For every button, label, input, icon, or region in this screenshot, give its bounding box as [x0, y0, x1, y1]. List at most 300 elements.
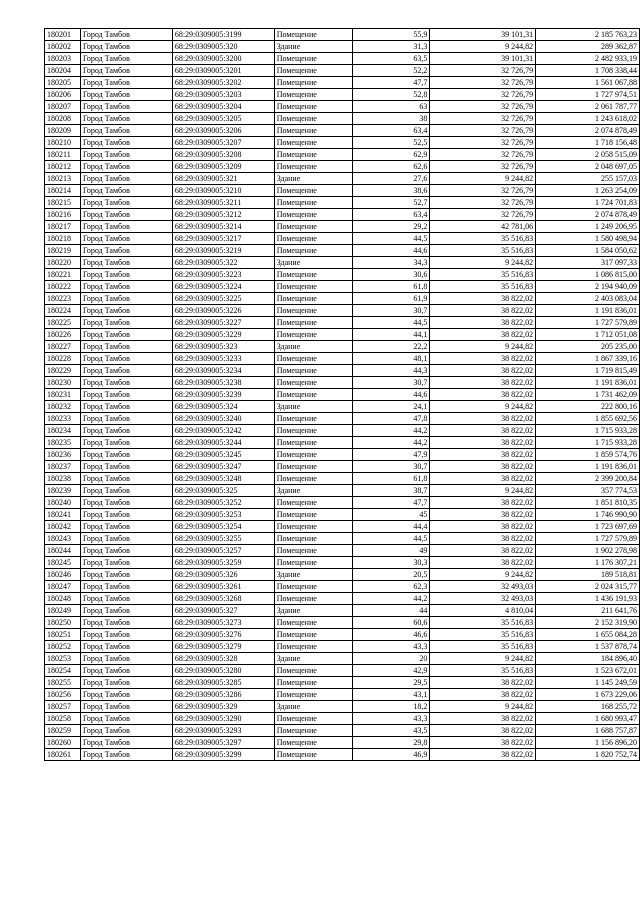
unit-value-cell: 38 822,02: [430, 749, 536, 761]
unit-value-cell: 35 516,83: [430, 269, 536, 281]
table-row: [45, 689, 640, 701]
area-cell: 44,5: [352, 317, 430, 329]
row-number-cell: 180250: [45, 617, 81, 629]
cadastral-number-cell: 68:29:0309005:3252: [172, 497, 274, 509]
area-cell: 49: [352, 545, 430, 557]
locality-cell: Город Тамбов: [80, 425, 172, 437]
unit-value-cell: 35 516,83: [430, 617, 536, 629]
locality-cell: Город Тамбов: [80, 617, 172, 629]
object-type-cell: Помещение: [274, 593, 352, 605]
cadastral-number-cell: 68:29:0309005:3212: [172, 209, 274, 221]
locality-cell: Город Тамбов: [80, 77, 172, 89]
table-row: [45, 725, 640, 737]
object-type-cell: Помещение: [274, 689, 352, 701]
row-number-cell: 180236: [45, 449, 81, 461]
cadastral-number-cell: 68:29:0309005:3242: [172, 425, 274, 437]
area-cell: 27,6: [352, 173, 430, 185]
table-row: [45, 185, 640, 197]
cadastral-number-cell: 68:29:0309005:3219: [172, 245, 274, 257]
area-cell: 20,5: [352, 569, 430, 581]
table-row: [45, 41, 640, 53]
row-number-cell: 180218: [45, 233, 81, 245]
object-type-cell: Помещение: [274, 545, 352, 557]
row-number-cell: 180212: [45, 161, 81, 173]
table-row: [45, 473, 640, 485]
table-row: [45, 389, 640, 401]
row-number-cell: 180211: [45, 149, 81, 161]
cadastral-value-cell: 1 727 974,51: [536, 89, 640, 101]
cadastral-value-cell: 317 097,33: [536, 257, 640, 269]
object-type-cell: Помещение: [274, 185, 352, 197]
row-number-cell: 180233: [45, 413, 81, 425]
row-number-cell: 180238: [45, 473, 81, 485]
row-number-cell: 180245: [45, 557, 81, 569]
row-number-cell: 180215: [45, 197, 81, 209]
cadastral-value-cell: 1 712 051,08: [536, 329, 640, 341]
area-cell: 62,9: [352, 149, 430, 161]
cadastral-value-cell: 1 715 933,28: [536, 437, 640, 449]
object-type-cell: Помещение: [274, 521, 352, 533]
locality-cell: Город Тамбов: [80, 101, 172, 113]
cadastral-value-cell: 1 851 810,35: [536, 497, 640, 509]
cadastral-number-cell: 68:29:0309005:3255: [172, 533, 274, 545]
table-row: [45, 593, 640, 605]
cadastral-number-cell: 68:29:0309005:321: [172, 173, 274, 185]
cadastral-number-cell: 68:29:0309005:3297: [172, 737, 274, 749]
table-row: [45, 557, 640, 569]
object-type-cell: Помещение: [274, 65, 352, 77]
unit-value-cell: 4 810,04: [430, 605, 536, 617]
row-number-cell: 180258: [45, 713, 81, 725]
area-cell: 63,4: [352, 125, 430, 137]
cadastral-number-cell: 68:29:0309005:3279: [172, 641, 274, 653]
table-row: [45, 713, 640, 725]
row-number-cell: 180220: [45, 257, 81, 269]
area-cell: 45: [352, 509, 430, 521]
table-row: [45, 221, 640, 233]
table-row: [45, 137, 640, 149]
cadastral-value-cell: 1 156 896,20: [536, 737, 640, 749]
cadastral-number-cell: 68:29:0309005:3202: [172, 77, 274, 89]
cadastral-value-cell: 184 896,40: [536, 653, 640, 665]
cadastral-value-cell: 1 145 249,59: [536, 677, 640, 689]
cadastral-value-cell: 1 436 191,93: [536, 593, 640, 605]
area-cell: 34,3: [352, 257, 430, 269]
cadastral-value-cell: 1 655 084,28: [536, 629, 640, 641]
area-cell: 38,7: [352, 485, 430, 497]
area-cell: 48,1: [352, 353, 430, 365]
object-type-cell: Помещение: [274, 533, 352, 545]
unit-value-cell: 9 244,82: [430, 569, 536, 581]
cadastral-value-cell: 1 584 050,62: [536, 245, 640, 257]
table-row: [45, 125, 640, 137]
table-row: [45, 173, 640, 185]
cadastral-number-cell: 68:29:0309005:3261: [172, 581, 274, 593]
object-type-cell: Здание: [274, 605, 352, 617]
row-number-cell: 180222: [45, 281, 81, 293]
locality-cell: Город Тамбов: [80, 305, 172, 317]
object-type-cell: Здание: [274, 701, 352, 713]
locality-cell: Город Тамбов: [80, 461, 172, 473]
object-type-cell: Помещение: [274, 473, 352, 485]
unit-value-cell: 39 101,31: [430, 53, 536, 65]
locality-cell: Город Тамбов: [80, 281, 172, 293]
unit-value-cell: 32 726,79: [430, 101, 536, 113]
row-number-cell: 180217: [45, 221, 81, 233]
object-type-cell: Помещение: [274, 29, 352, 41]
locality-cell: Город Тамбов: [80, 149, 172, 161]
object-type-cell: Помещение: [274, 713, 352, 725]
object-type-cell: Помещение: [274, 233, 352, 245]
locality-cell: Город Тамбов: [80, 473, 172, 485]
locality-cell: Город Тамбов: [80, 545, 172, 557]
locality-cell: Город Тамбов: [80, 593, 172, 605]
object-type-cell: Помещение: [274, 137, 352, 149]
object-type-cell: Помещение: [274, 353, 352, 365]
object-type-cell: Помещение: [274, 161, 352, 173]
object-type-cell: Помещение: [274, 77, 352, 89]
table-row: [45, 353, 640, 365]
cadastral-number-cell: 68:29:0309005:3206: [172, 125, 274, 137]
table-row: [45, 533, 640, 545]
area-cell: 62,6: [352, 161, 430, 173]
cadastral-value-cell: 2 152 319,90: [536, 617, 640, 629]
area-cell: 20: [352, 653, 430, 665]
object-type-cell: Помещение: [274, 305, 352, 317]
cadastral-value-cell: 289 362,87: [536, 41, 640, 53]
unit-value-cell: 32 726,79: [430, 65, 536, 77]
table-row: [45, 281, 640, 293]
object-type-cell: Здание: [274, 653, 352, 665]
cadastral-number-cell: 68:29:0309005:3248: [172, 473, 274, 485]
row-number-cell: 180242: [45, 521, 81, 533]
cadastral-value-cell: 1 086 815,00: [536, 269, 640, 281]
table-row: [45, 521, 640, 533]
row-number-cell: 180232: [45, 401, 81, 413]
row-number-cell: 180256: [45, 689, 81, 701]
unit-value-cell: 38 822,02: [430, 305, 536, 317]
row-number-cell: 180204: [45, 65, 81, 77]
cadastral-number-cell: 68:29:0309005:3209: [172, 161, 274, 173]
locality-cell: Город Тамбов: [80, 317, 172, 329]
locality-cell: Город Тамбов: [80, 365, 172, 377]
row-number-cell: 180237: [45, 461, 81, 473]
table-row: [45, 617, 640, 629]
unit-value-cell: 38 822,02: [430, 293, 536, 305]
row-number-cell: 180253: [45, 653, 81, 665]
object-type-cell: Помещение: [274, 557, 352, 569]
object-type-cell: Помещение: [274, 89, 352, 101]
cadastral-value-cell: 1 680 993,47: [536, 713, 640, 725]
locality-cell: Город Тамбов: [80, 449, 172, 461]
cadastral-number-cell: 68:29:0309005:328: [172, 653, 274, 665]
cadastral-number-cell: 68:29:0309005:3253: [172, 509, 274, 521]
cadastral-number-cell: 68:29:0309005:3238: [172, 377, 274, 389]
locality-cell: Город Тамбов: [80, 185, 172, 197]
cadastral-value-cell: 1 855 692,56: [536, 413, 640, 425]
row-number-cell: 180225: [45, 317, 81, 329]
object-type-cell: Помещение: [274, 281, 352, 293]
area-cell: 44: [352, 605, 430, 617]
unit-value-cell: 42 781,06: [430, 221, 536, 233]
area-cell: 44,4: [352, 521, 430, 533]
locality-cell: Город Тамбов: [80, 629, 172, 641]
table-row: [45, 245, 640, 257]
cadastral-value-cell: 1 867 339,16: [536, 353, 640, 365]
cadastral-value-cell: 1 718 156,48: [536, 137, 640, 149]
cadastral-value-cell: 1 731 462,09: [536, 389, 640, 401]
unit-value-cell: 38 822,02: [430, 413, 536, 425]
row-number-cell: 180231: [45, 389, 81, 401]
area-cell: 22,2: [352, 341, 430, 353]
object-type-cell: Здание: [274, 485, 352, 497]
row-number-cell: 180235: [45, 437, 81, 449]
cadastral-number-cell: 68:29:0309005:3217: [172, 233, 274, 245]
cadastral-number-cell: 68:29:0309005:3240: [172, 413, 274, 425]
row-number-cell: 180252: [45, 641, 81, 653]
unit-value-cell: 38 822,02: [430, 497, 536, 509]
area-cell: 29,5: [352, 677, 430, 689]
table-row: [45, 545, 640, 557]
unit-value-cell: 38 822,02: [430, 317, 536, 329]
cadastral-number-cell: 68:29:0309005:3226: [172, 305, 274, 317]
cadastral-value-cell: 2 482 933,19: [536, 53, 640, 65]
row-number-cell: 180251: [45, 629, 81, 641]
object-type-cell: Помещение: [274, 425, 352, 437]
row-number-cell: 180224: [45, 305, 81, 317]
unit-value-cell: 38 822,02: [430, 689, 536, 701]
cadastral-number-cell: 68:29:0309005:326: [172, 569, 274, 581]
locality-cell: Город Тамбов: [80, 377, 172, 389]
locality-cell: Город Тамбов: [80, 329, 172, 341]
unit-value-cell: 39 101,31: [430, 29, 536, 41]
unit-value-cell: 32 726,79: [430, 125, 536, 137]
table-row: [45, 293, 640, 305]
locality-cell: Город Тамбов: [80, 749, 172, 761]
row-number-cell: 180255: [45, 677, 81, 689]
object-type-cell: Помещение: [274, 209, 352, 221]
table-row: [45, 377, 640, 389]
table-row: [45, 665, 640, 677]
table-row: [45, 701, 640, 713]
cadastral-number-cell: 68:29:0309005:3229: [172, 329, 274, 341]
unit-value-cell: 38 822,02: [430, 557, 536, 569]
row-number-cell: 180241: [45, 509, 81, 521]
object-type-cell: Здание: [274, 401, 352, 413]
table-row: [45, 569, 640, 581]
cadastral-value-cell: 1 688 757,87: [536, 725, 640, 737]
table-row: [45, 497, 640, 509]
cadastral-number-cell: 68:29:0309005:3239: [172, 389, 274, 401]
area-cell: 63,5: [352, 53, 430, 65]
row-number-cell: 180229: [45, 365, 81, 377]
locality-cell: Город Тамбов: [80, 713, 172, 725]
cadastral-number-cell: 68:29:0309005:3223: [172, 269, 274, 281]
area-cell: 38,6: [352, 185, 430, 197]
area-cell: 30,7: [352, 377, 430, 389]
cadastral-value-cell: 1 708 338,44: [536, 65, 640, 77]
area-cell: 31,3: [352, 41, 430, 53]
area-cell: 29,2: [352, 221, 430, 233]
cadastral-number-cell: 68:29:0309005:3204: [172, 101, 274, 113]
locality-cell: Город Тамбов: [80, 137, 172, 149]
area-cell: 46,9: [352, 749, 430, 761]
unit-value-cell: 32 726,79: [430, 161, 536, 173]
cadastral-value-cell: 2 074 878,49: [536, 125, 640, 137]
object-type-cell: Помещение: [274, 665, 352, 677]
cadastral-value-cell: 1 715 933,28: [536, 425, 640, 437]
cadastral-number-cell: 68:29:0309005:3257: [172, 545, 274, 557]
cadastral-value-cell: 357 774,53: [536, 485, 640, 497]
table-row: [45, 305, 640, 317]
row-number-cell: 180257: [45, 701, 81, 713]
locality-cell: Город Тамбов: [80, 557, 172, 569]
area-cell: 43,3: [352, 641, 430, 653]
cadastral-value-cell: 1 724 701,83: [536, 197, 640, 209]
cadastral-value-cell: 2 194 940,09: [536, 281, 640, 293]
unit-value-cell: 38 822,02: [430, 713, 536, 725]
row-number-cell: 180261: [45, 749, 81, 761]
row-number-cell: 180247: [45, 581, 81, 593]
table-row: [45, 425, 640, 437]
locality-cell: Город Тамбов: [80, 233, 172, 245]
area-cell: 38: [352, 113, 430, 125]
locality-cell: Город Тамбов: [80, 413, 172, 425]
row-number-cell: 180223: [45, 293, 81, 305]
object-type-cell: Здание: [274, 569, 352, 581]
table-row: [45, 197, 640, 209]
unit-value-cell: 38 822,02: [430, 737, 536, 749]
cadastral-value-cell: 1 243 618,02: [536, 113, 640, 125]
table-row: [45, 53, 640, 65]
table-row: [45, 233, 640, 245]
unit-value-cell: 38 822,02: [430, 461, 536, 473]
row-number-cell: 180239: [45, 485, 81, 497]
area-cell: 44,5: [352, 233, 430, 245]
unit-value-cell: 9 244,82: [430, 485, 536, 497]
unit-value-cell: 32 493,03: [430, 581, 536, 593]
table-row: [45, 653, 640, 665]
area-cell: 44,2: [352, 437, 430, 449]
row-number-cell: 180207: [45, 101, 81, 113]
area-cell: 52,7: [352, 197, 430, 209]
locality-cell: Город Тамбов: [80, 605, 172, 617]
cadastral-number-cell: 68:29:0309005:3244: [172, 437, 274, 449]
row-number-cell: 180228: [45, 353, 81, 365]
table-row: [45, 641, 640, 653]
object-type-cell: Помещение: [274, 329, 352, 341]
row-number-cell: 180246: [45, 569, 81, 581]
area-cell: 44,3: [352, 365, 430, 377]
area-cell: 29,8: [352, 737, 430, 749]
table-row: [45, 437, 640, 449]
area-cell: 43,1: [352, 689, 430, 701]
cadastral-number-cell: 68:29:0309005:3203: [172, 89, 274, 101]
unit-value-cell: 38 822,02: [430, 377, 536, 389]
row-number-cell: 180240: [45, 497, 81, 509]
row-number-cell: 180206: [45, 89, 81, 101]
object-type-cell: Помещение: [274, 197, 352, 209]
object-type-cell: Помещение: [274, 497, 352, 509]
unit-value-cell: 38 822,02: [430, 473, 536, 485]
unit-value-cell: 38 822,02: [430, 677, 536, 689]
object-type-cell: Помещение: [274, 245, 352, 257]
cadastral-number-cell: 68:29:0309005:3273: [172, 617, 274, 629]
cadastral-number-cell: 68:29:0309005:3225: [172, 293, 274, 305]
unit-value-cell: 38 822,02: [430, 425, 536, 437]
locality-cell: Город Тамбов: [80, 197, 172, 209]
table-row: [45, 89, 640, 101]
unit-value-cell: 9 244,82: [430, 341, 536, 353]
locality-cell: Город Тамбов: [80, 41, 172, 53]
table-row: [45, 161, 640, 173]
row-number-cell: 180209: [45, 125, 81, 137]
locality-cell: Город Тамбов: [80, 29, 172, 41]
object-type-cell: Помещение: [274, 749, 352, 761]
row-number-cell: 180203: [45, 53, 81, 65]
table-row: [45, 629, 640, 641]
cadastral-value-cell: 1 191 836,01: [536, 461, 640, 473]
cadastral-number-cell: 68:29:0309005:320: [172, 41, 274, 53]
unit-value-cell: 38 822,02: [430, 509, 536, 521]
row-number-cell: 180210: [45, 137, 81, 149]
cadastral-number-cell: 68:29:0309005:324: [172, 401, 274, 413]
cadastral-number-cell: 68:29:0309005:3201: [172, 65, 274, 77]
locality-cell: Город Тамбов: [80, 389, 172, 401]
cadastral-number-cell: 68:29:0309005:3210: [172, 185, 274, 197]
cadastral-number-cell: 68:29:0309005:3227: [172, 317, 274, 329]
cadastral-value-cell: 1 859 574,76: [536, 449, 640, 461]
unit-value-cell: 9 244,82: [430, 701, 536, 713]
cadastral-value-cell: 1 719 815,49: [536, 365, 640, 377]
area-cell: 63: [352, 101, 430, 113]
object-type-cell: Здание: [274, 341, 352, 353]
unit-value-cell: 32 726,79: [430, 77, 536, 89]
cadastral-number-cell: 68:29:0309005:323: [172, 341, 274, 353]
cadastral-number-cell: 68:29:0309005:325: [172, 485, 274, 497]
table-row: [45, 113, 640, 125]
area-cell: 55,9: [352, 29, 430, 41]
row-number-cell: 180208: [45, 113, 81, 125]
table-row: [45, 65, 640, 77]
object-type-cell: Помещение: [274, 317, 352, 329]
cadastral-number-cell: 68:29:0309005:327: [172, 605, 274, 617]
locality-cell: Город Тамбов: [80, 293, 172, 305]
unit-value-cell: 32 726,79: [430, 137, 536, 149]
cadastral-number-cell: 68:29:0309005:3254: [172, 521, 274, 533]
cadastral-value-cell: 1 723 697,69: [536, 521, 640, 533]
area-cell: 44,5: [352, 533, 430, 545]
table-row: [45, 581, 640, 593]
cadastral-value-cell: 1 537 878,74: [536, 641, 640, 653]
unit-value-cell: 9 244,82: [430, 401, 536, 413]
area-cell: 52,8: [352, 89, 430, 101]
object-type-cell: Помещение: [274, 101, 352, 113]
row-number-cell: 180221: [45, 269, 81, 281]
cadastral-value-cell: 2 185 763,23: [536, 29, 640, 41]
unit-value-cell: 38 822,02: [430, 389, 536, 401]
locality-cell: Город Тамбов: [80, 125, 172, 137]
table-row: [45, 341, 640, 353]
table-row: [45, 209, 640, 221]
object-type-cell: Помещение: [274, 641, 352, 653]
table-row: [45, 461, 640, 473]
locality-cell: Город Тамбов: [80, 701, 172, 713]
cadastral-value-cell: 1 191 836,01: [536, 377, 640, 389]
cadastral-number-cell: 68:29:0309005:3224: [172, 281, 274, 293]
table-row: [45, 737, 640, 749]
locality-cell: Город Тамбов: [80, 269, 172, 281]
